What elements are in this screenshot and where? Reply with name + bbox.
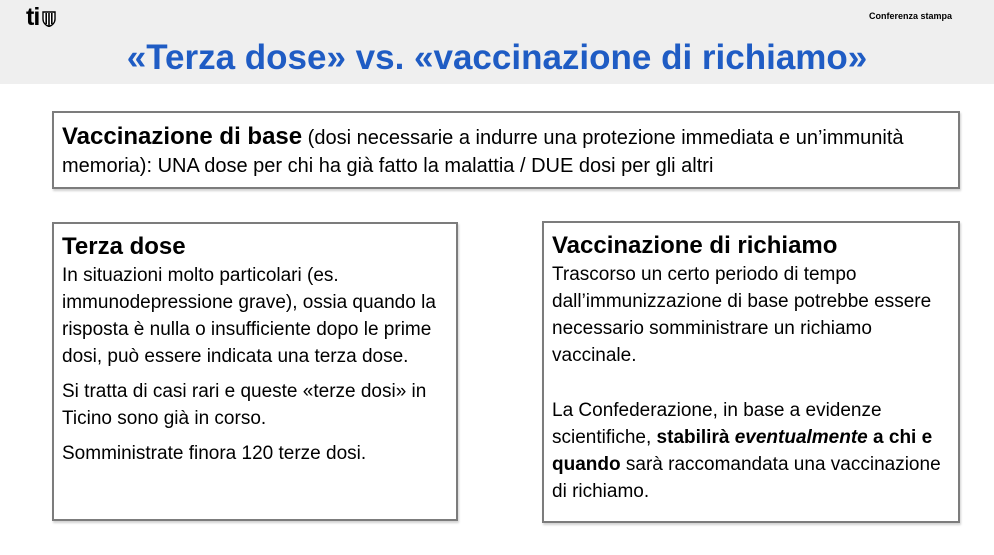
third-dose-box — [52, 222, 458, 521]
canton-logo — [26, 4, 56, 30]
booster-bold-italic-text: eventualmente — [734, 427, 868, 448]
third-dose-paragraph: Somministrate finora 120 terze dosi. — [62, 443, 367, 464]
booster-bold-text: a chi e quando — [552, 427, 933, 475]
base-vaccination-description: (dosi necessarie a indurre una protezione immediata e un’immunità memoria): UNA dose per chi ha già fatto la malattia / DUE dosi per gli altri — [62, 127, 904, 177]
header-band — [0, 0, 994, 84]
booster-box — [542, 221, 960, 523]
logo-text: ti — [26, 3, 40, 31]
third-dose-paragraph: In situazioni molto particolari (es. immunodepressione grave), ossia quando la risposta è nulla o insufficiente dopo le prime dosi, può essere indicata una terza dose. — [62, 265, 436, 367]
third-dose-heading: Terza dose — [62, 233, 186, 260]
event-label: Conferenza stampa — [868, 11, 952, 21]
page-title: «Terza dose» vs. «vaccinazione di richiamo» — [126, 38, 868, 77]
booster-heading: Vaccinazione di richiamo — [552, 232, 838, 259]
base-vaccination-box — [52, 111, 960, 189]
booster-text-part: La Confederazione, in base a evidenze scientifiche, — [552, 400, 882, 448]
booster-paragraph — [552, 397, 950, 505]
third-dose-paragraph: Si tratta di casi rari e queste «terze dosi» in Ticino sono già in corso. — [62, 381, 427, 429]
booster-bold-text: stabilirà — [656, 427, 735, 448]
shield-icon — [42, 11, 56, 27]
booster-paragraph: Trascorso un certo periodo di tempo dall’immunizzazione di base potrebbe essere necessario somministrare un richiamo vaccinale. — [552, 264, 932, 366]
base-vaccination-text — [62, 123, 950, 180]
base-vaccination-heading: Vaccinazione di base — [62, 123, 303, 150]
booster-text-part: sarà raccomandata una vaccinazione di richiamo. — [552, 454, 941, 502]
